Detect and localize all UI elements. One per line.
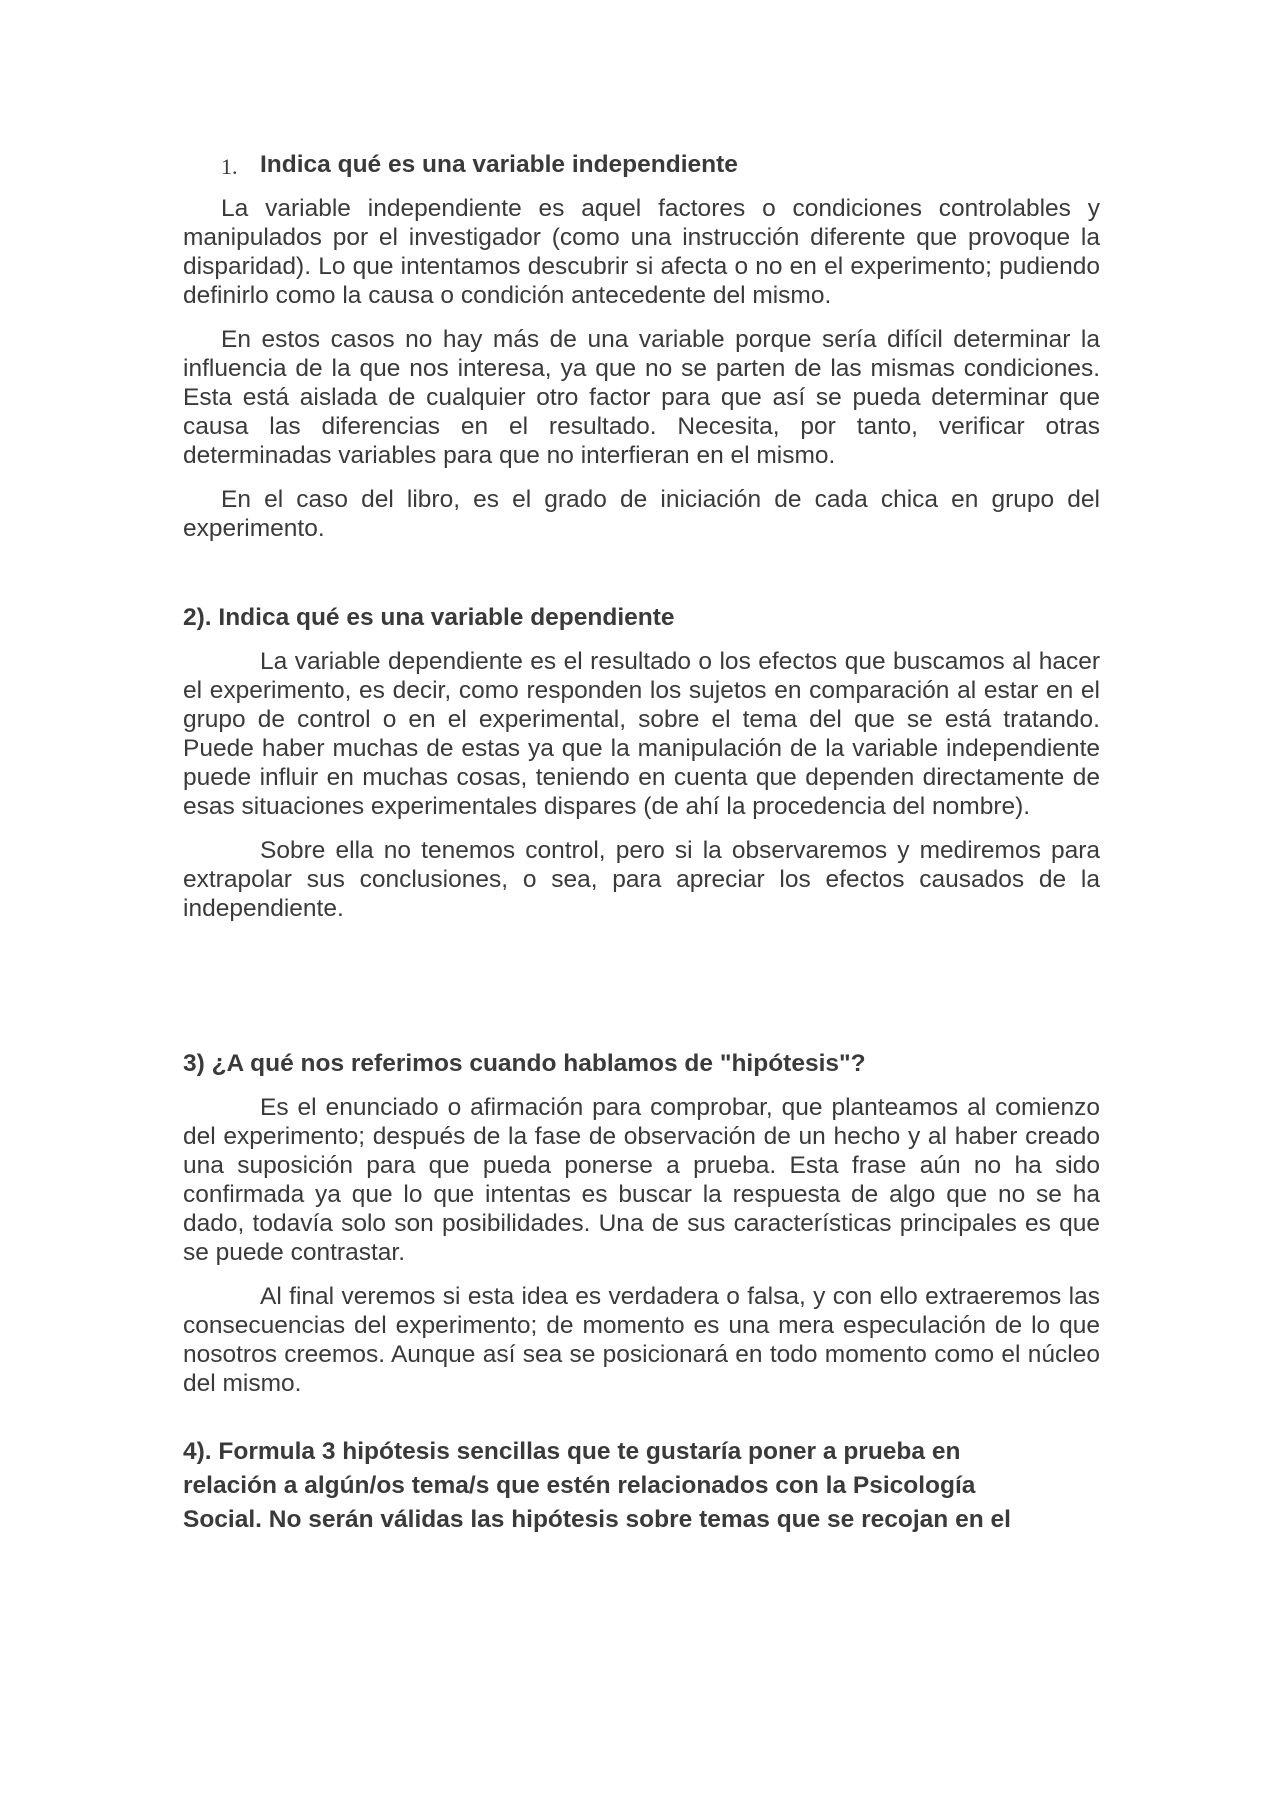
section-4-heading-line-2: relación a algún/os tema/s que estén relacionados con la Psicología [183, 1472, 976, 1499]
section-2-paragraph-2: Sobre ella no tenemos control, pero si la observaremos y mediremos para extrapolar sus conclusiones, o sea, para apreciar los efectos causados de la independiente. [183, 837, 1100, 922]
section-2-paragraph-1: La variable dependiente es el resultado o los efectos que buscamos al hacer el experimento, es decir, como responden los sujetos en comparación al estar en el grupo de control o en el experimental, sobre el tema del que se está tratando. Puede haber muchas de estas ya que la manipulación de la variable independiente puede influir en muchas cosas, teniendo en cuenta que dependen directamente de esas situaciones experimentales dispares (de ahí la procedencia del nombre). [183, 648, 1100, 820]
section-1-heading [183, 150, 1100, 180]
section-1-paragraph-2: En estos casos no hay más de una variable porque sería difícil determinar la influencia de la que nos interesa, ya que no se parten de las mismas condiciones. Esta está aislada de cualquier otro factor para que así se pueda determinar que causa las diferencias en el resultado. Necesita, por tanto, verificar otras determinadas variables para que no interfieran en el mismo. [183, 326, 1100, 469]
document-body [183, 150, 1100, 1537]
section-4-heading-line-1: 4). Formula 3 hipótesis sencillas que te gustaría poner a prueba en [183, 1438, 961, 1465]
section-1-title: Indica qué es una variable independiente [260, 151, 738, 178]
section-3-heading: 3) ¿A qué nos referimos cuando hablamos de "hipótesis"? [183, 1050, 866, 1077]
section-3-paragraph-1: Es el enunciado o afirmación para comprobar, que planteamos al comienzo del experimento; después de la fase de observación de un hecho y al haber creado una suposición para que pueda ponerse a prueba. Esta frase aún no ha sido confirmada ya que lo que intentas es buscar la respuesta de algo que no se ha dado, todavía solo son posibilidades. Una de sus características principales es que se puede contrastar. [183, 1094, 1100, 1266]
section-1-paragraph-3: En el caso del libro, es el grado de iniciación de cada chica en grupo del experimento. [183, 486, 1100, 542]
section-4-heading [183, 1435, 1100, 1537]
section-3-paragraph-2: Al final veremos si esta idea es verdadera o falsa, y con ello extraeremos las consecuencias del experimento; de momento es una mera especulación de lo que nosotros creemos. Aunque así sea se posicionará en todo momento como el núcleo del mismo. [183, 1283, 1100, 1397]
section-4-heading-line-3: Social. No serán válidas las hipótesis sobre temas que se recojan en el [183, 1506, 1011, 1533]
section-1-number: 1. [221, 154, 238, 179]
section-1-paragraph-1: La variable independiente es aquel factores o condiciones controlables y manipulados por el investigador (como una instrucción diferente que provoque la disparidad). Lo que intentamos descubrir si afecta o no en el experimento; pudiendo definirlo como la causa o condición antecedente del mismo. [183, 195, 1100, 309]
section-2-heading: 2). Indica qué es una variable dependiente [183, 604, 675, 631]
